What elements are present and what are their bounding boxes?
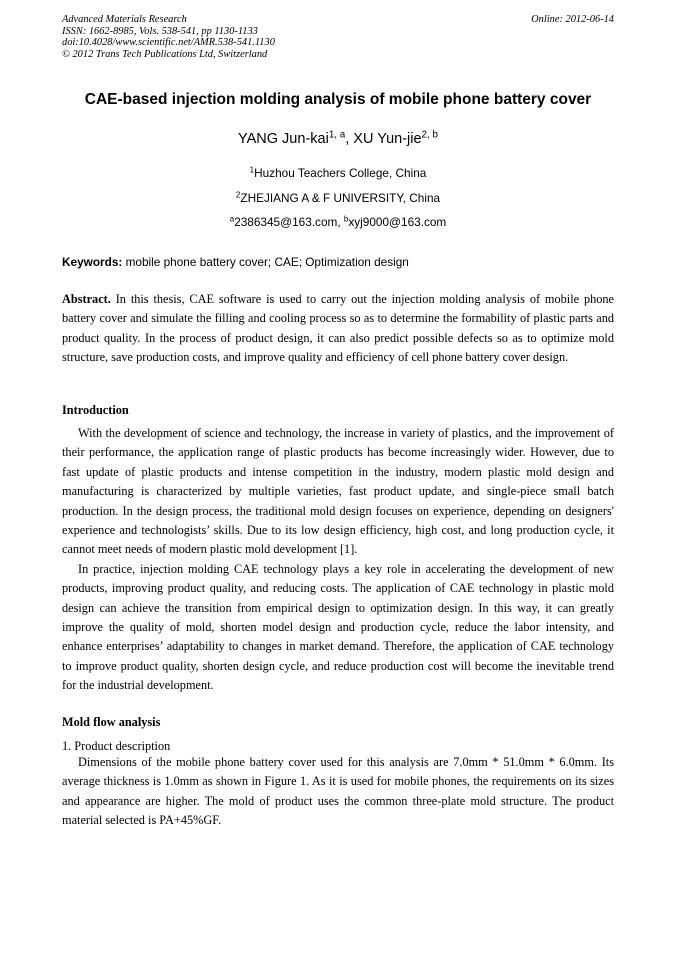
section-heading-mold-flow: Mold flow analysis — [62, 715, 161, 729]
journal-header — [62, 14, 614, 60]
product-description-body — [62, 753, 614, 831]
introduction-paragraph: With the development of science and technology, the increase in variety of plastics, and the improvement of their performance, the application range of plastic products has become increasingly wider. However, due to fast update of plastic products and intense competition in the industry, modern plastic mold design and manufacturing is characterized by multiple varieties, fast product update, and single-piece small batch production. In the design process, the traditional mold design focuses on experience, depending on designers' experience and technologists’ skills. Due to its low design efficiency, high cost, and long production cycle, it cannot meet needs of modern plastic mold development [1]. — [62, 426, 614, 557]
online-date: Online: 2012-06-14 — [531, 14, 614, 25]
copyright-line: © 2012 Trans Tech Publications Ltd, Switzerland — [62, 48, 268, 60]
author-superscript: 2, b — [421, 129, 438, 141]
keywords-line — [62, 255, 614, 270]
email-superscript: b — [343, 214, 349, 224]
affiliation-superscript: 1 — [249, 165, 255, 175]
author-line — [62, 130, 614, 148]
author-separator: , — [345, 131, 354, 147]
section-heading-introduction: Introduction — [62, 403, 129, 417]
author-name: XU Yun-jie — [353, 131, 422, 147]
affiliation — [62, 166, 614, 181]
email-separator: , — [337, 215, 344, 229]
abstract-label: Abstract. — [62, 292, 111, 306]
product-description-paragraph: Dimensions of the mobile phone battery cover used for this analysis are 7.0mm * 51.0mm * 6.0mm. Its average thickness is 1.0mm as shown in Figure 1. As it is used for mobile phones, the requirements on its sizes and appearance are higher. The mold of product uses the common three-plate mold structure. The product material selected is PA+45%GF. — [62, 755, 614, 828]
author-superscript: 1, a — [328, 129, 346, 141]
affiliation-text: Huzhou Teachers College, China — [254, 166, 427, 180]
abstract-text: In this thesis, CAE software is used to carry out the injection molding analysis of mobile phone battery cover and simulate the filling and cooling process so as to determine the formability of plastic parts and product quality. In the process of product design, it can also predict possible defects so as to optimize mold structure, save production costs, and improve quality and efficiency of cell phone battery cover design. — [62, 292, 614, 365]
author-name: YANG Jun-kai — [238, 131, 329, 147]
email-line — [62, 215, 614, 230]
email-superscript: a — [229, 214, 235, 224]
email-address: xyj9000@163.com — [348, 215, 447, 229]
keywords-label: Keywords: — [62, 255, 123, 269]
keywords-text: mobile phone battery cover; CAE; Optimization design — [122, 255, 409, 269]
affiliation — [62, 191, 614, 206]
affiliation-superscript: 2 — [235, 190, 241, 200]
introduction-body — [62, 424, 614, 696]
journal-name: Advanced Materials Research — [62, 14, 187, 25]
paper-title: CAE-based injection molding analysis of mobile phone battery cover — [84, 91, 592, 108]
abstract-block — [62, 290, 614, 368]
issn-line: ISSN: 1662-8985, Vols. 538-541, pp 1130-1133 — [62, 25, 258, 37]
email-address: 2386345@163.com — [234, 215, 338, 229]
abstract-paragraph — [62, 290, 614, 368]
doi-line: doi:10.4028/www.scientific.net/AMR.538-541.1130 — [62, 37, 275, 49]
subsection-heading-product-description: 1. Product description — [62, 739, 171, 753]
introduction-paragraph: In practice, injection molding CAE technology plays a key role in accelerating the development of new products, improving product quality, and reducing costs. The application of CAE technology in plastic mold design can achieve the transition from empirical design to optimization design. In this way, it can greatly improve the quality of mold, shorten model design and production cycle, reduce the labor intensity, and enhance enterprises’ adaptability to changes in market demand. Therefore, the application of CAE technology to improve product quality, shorten design cycle, and reduce production cost will become the inevitable trend for the industrial development. — [62, 561, 614, 693]
affiliation-text: ZHEJIANG A & F UNIVERSITY, China — [240, 191, 441, 205]
